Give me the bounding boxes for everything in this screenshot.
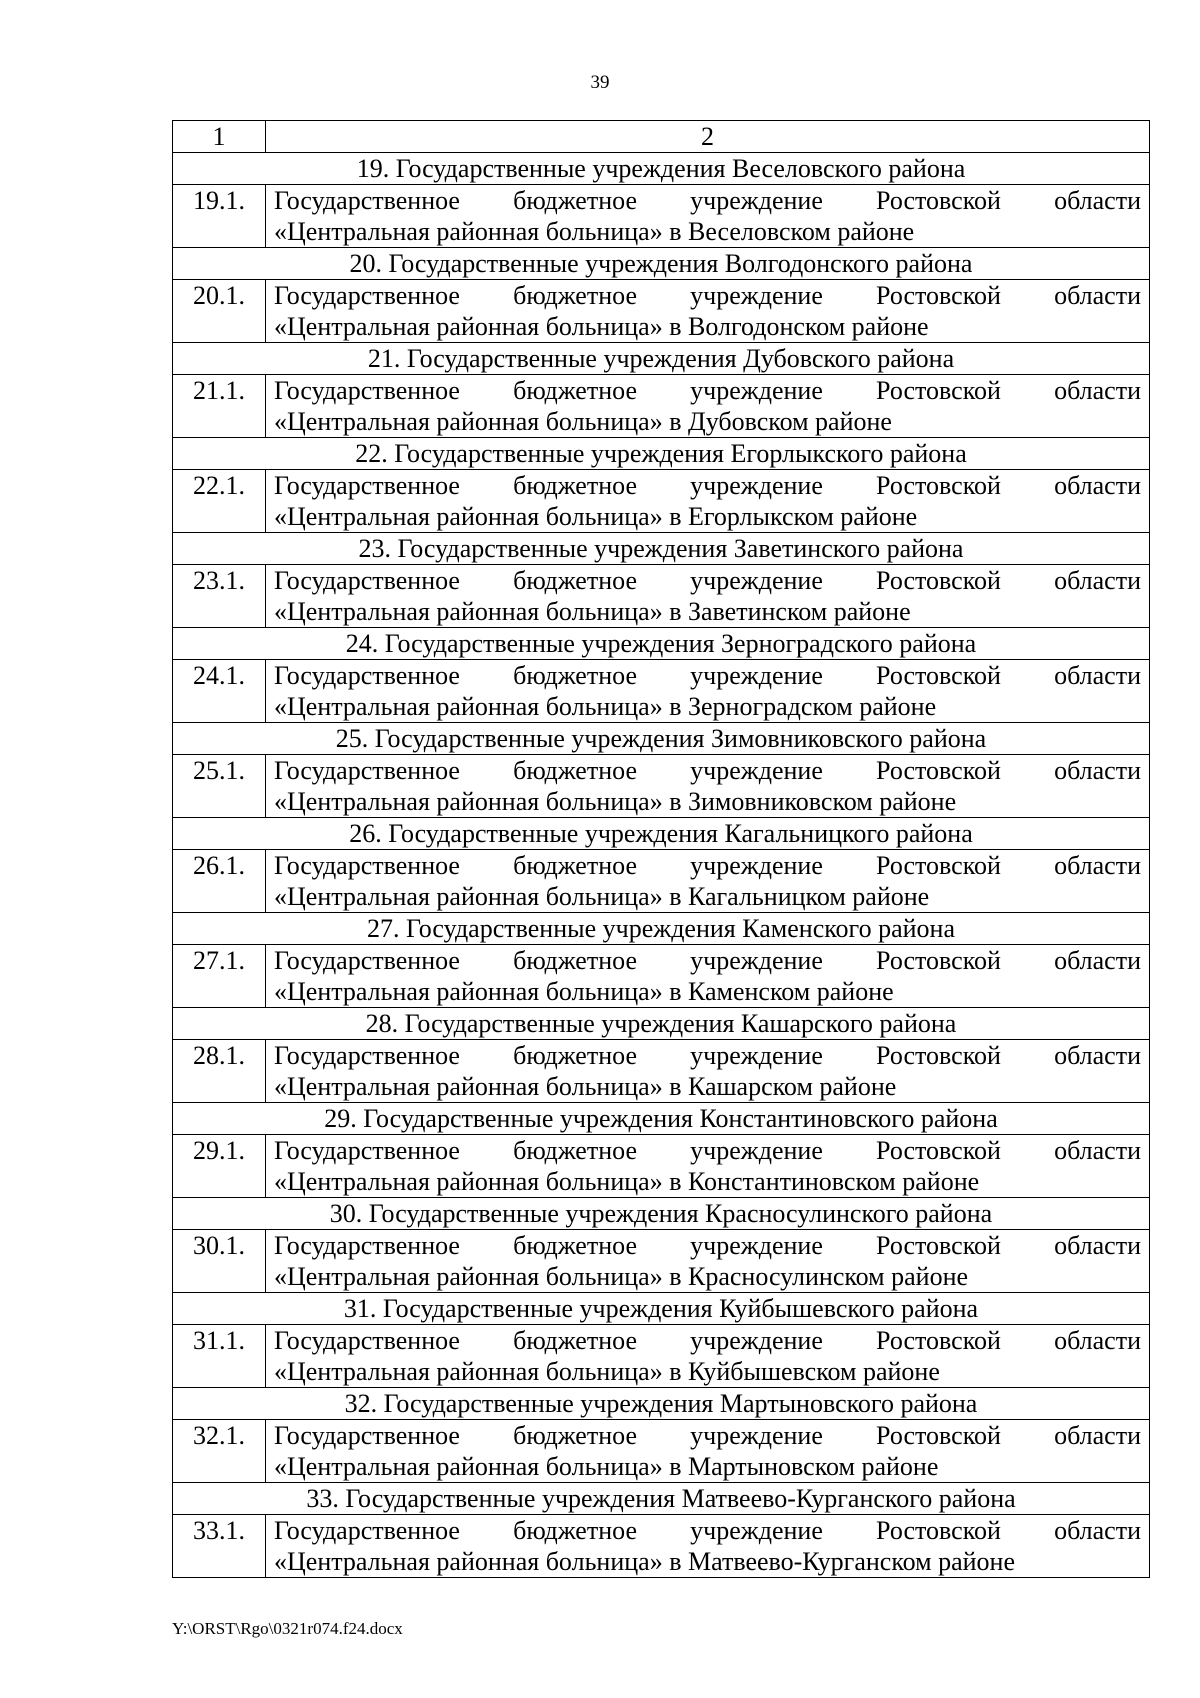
section-heading-row [173, 153, 1150, 185]
section-heading: 26. Государственные учреждения Кагальницкого района [173, 818, 1150, 850]
institution-name [266, 850, 1150, 913]
section-heading-row [173, 1008, 1150, 1040]
institution-name [266, 375, 1150, 438]
institution-name-line-1: Государственное бюджетное учреждение Ростовской области [274, 471, 1141, 500]
section-heading: 32. Государственные учреждения Мартыновского района [173, 1388, 1150, 1420]
item-number: 30.1. [173, 1230, 266, 1293]
institution-name [266, 1515, 1150, 1578]
file-path-footer: Y:\ORST\Rgo\0321r074.f24.docx [172, 1619, 403, 1638]
section-heading: 29. Государственные учреждения Константиновского района [173, 1103, 1150, 1135]
column-header-1: 1 [173, 121, 266, 153]
section-heading: 24. Государственные учреждения Зерноградского района [173, 628, 1150, 660]
item-number: 26.1. [173, 850, 266, 913]
institution-name-line-1: Государственное бюджетное учреждение Ростовской области [274, 376, 1141, 405]
institution-row [173, 1325, 1150, 1388]
item-number: 19.1. [173, 185, 266, 248]
institution-name [266, 660, 1150, 723]
item-number: 28.1. [173, 1040, 266, 1103]
section-heading: 23. Государственные учреждения Заветинского района [173, 533, 1150, 565]
section-heading: 27. Государственные учреждения Каменского района [173, 913, 1150, 945]
section-heading-row [173, 723, 1150, 755]
institution-name-line-2: «Центральная районная больница» в Зимовниковском районе [274, 787, 957, 816]
institution-name-line-2: «Центральная районная больница» в Дубовском районе [274, 407, 892, 436]
institution-name-line-2: «Центральная районная больница» в Константиновском районе [274, 1167, 980, 1196]
section-heading-row [173, 628, 1150, 660]
institution-name-line-1: Государственное бюджетное учреждение Ростовской области [274, 566, 1141, 595]
section-heading: 33. Государственные учреждения Матвеево-Курганского района [173, 1483, 1150, 1515]
item-number: 29.1. [173, 1135, 266, 1198]
institution-row [173, 945, 1150, 1008]
institution-row [173, 1515, 1150, 1578]
institution-row [173, 375, 1150, 438]
table-body [173, 121, 1150, 1578]
institution-name-line-2: «Центральная районная больница» в Заветинском районе [274, 597, 911, 626]
institution-row [173, 850, 1150, 913]
institution-name-line-2: «Центральная районная больница» в Куйбышевском районе [274, 1357, 940, 1386]
institution-name-line-1: Государственное бюджетное учреждение Ростовской области [274, 1421, 1141, 1450]
institution-name [266, 470, 1150, 533]
institution-name-line-1: Государственное бюджетное учреждение Ростовской области [274, 1326, 1141, 1355]
section-heading: 22. Государственные учреждения Егорлыкского района [173, 438, 1150, 470]
institution-name-line-2: «Центральная районная больница» в Кашарском районе [274, 1072, 897, 1101]
institution-row [173, 1420, 1150, 1483]
item-number: 21.1. [173, 375, 266, 438]
item-number: 27.1. [173, 945, 266, 1008]
institution-name-line-1: Государственное бюджетное учреждение Ростовской области [274, 1231, 1141, 1260]
institution-name [266, 1325, 1150, 1388]
item-number: 24.1. [173, 660, 266, 723]
item-number: 25.1. [173, 755, 266, 818]
item-number: 31.1. [173, 1325, 266, 1388]
section-heading: 28. Государственные учреждения Кашарского района [173, 1008, 1150, 1040]
institution-name-line-1: Государственное бюджетное учреждение Ростовской области [274, 186, 1141, 215]
section-heading-row [173, 1293, 1150, 1325]
section-heading: 21. Государственные учреждения Дубовского района [173, 343, 1150, 375]
institution-name-line-2: «Центральная районная больница» в Кагальницком районе [274, 882, 930, 911]
section-heading-row [173, 438, 1150, 470]
institution-name [266, 1135, 1150, 1198]
institution-row [173, 1040, 1150, 1103]
item-number: 23.1. [173, 565, 266, 628]
section-heading: 25. Государственные учреждения Зимовниковского района [173, 723, 1150, 755]
item-number: 20.1. [173, 280, 266, 343]
institution-row [173, 1135, 1150, 1198]
section-heading: 30. Государственные учреждения Красносулинского района [173, 1198, 1150, 1230]
section-heading-row [173, 343, 1150, 375]
section-heading-row [173, 1198, 1150, 1230]
institutions-table [172, 120, 1150, 1578]
institution-name-line-1: Государственное бюджетное учреждение Ростовской области [274, 661, 1141, 690]
institution-name-line-2: «Центральная районная больница» в Егорлыкском районе [274, 502, 918, 531]
institution-row [173, 660, 1150, 723]
institution-name [266, 185, 1150, 248]
institution-name-line-2: «Центральная районная больница» в Каменском районе [274, 977, 894, 1006]
section-heading-row [173, 1483, 1150, 1515]
table-header-row [173, 121, 1150, 153]
institution-name-line-1: Государственное бюджетное учреждение Ростовской области [274, 851, 1141, 880]
institution-name [266, 565, 1150, 628]
page-number: 39 [590, 72, 610, 93]
institution-name-line-1: Государственное бюджетное учреждение Ростовской области [274, 946, 1141, 975]
section-heading: 31. Государственные учреждения Куйбышевского района [173, 1293, 1150, 1325]
institution-name-line-2: «Центральная районная больница» в Волгодонском районе [274, 312, 929, 341]
item-number: 22.1. [173, 470, 266, 533]
section-heading-row [173, 818, 1150, 850]
institution-row [173, 470, 1150, 533]
institution-name [266, 280, 1150, 343]
section-heading-row [173, 1388, 1150, 1420]
section-heading: 20. Государственные учреждения Волгодонского района [173, 248, 1150, 280]
institution-name-line-1: Государственное бюджетное учреждение Ростовской области [274, 1516, 1141, 1545]
section-heading-row [173, 533, 1150, 565]
section-heading-row [173, 1103, 1150, 1135]
institution-name-line-2: «Центральная районная больница» в Красносулинском районе [274, 1262, 969, 1291]
item-number: 33.1. [173, 1515, 266, 1578]
section-heading: 19. Государственные учреждения Веселовского района [173, 153, 1150, 185]
section-heading-row [173, 248, 1150, 280]
section-heading-row [173, 913, 1150, 945]
institution-name-line-2: «Центральная районная больница» в Мартыновском районе [274, 1452, 939, 1481]
institution-name-line-1: Государственное бюджетное учреждение Ростовской области [274, 1041, 1141, 1070]
institution-name [266, 945, 1150, 1008]
item-number: 32.1. [173, 1420, 266, 1483]
institution-name-line-1: Государственное бюджетное учреждение Ростовской области [274, 756, 1141, 785]
institution-row [173, 565, 1150, 628]
institution-row [173, 280, 1150, 343]
column-header-2: 2 [266, 121, 1150, 153]
institution-name [266, 755, 1150, 818]
institution-row [173, 185, 1150, 248]
institution-name-line-2: «Центральная районная больница» в Веселовском районе [274, 217, 915, 246]
institution-name [266, 1040, 1150, 1103]
institution-name-line-1: Государственное бюджетное учреждение Ростовской области [274, 281, 1141, 310]
institution-name-line-2: «Центральная районная больница» в Зерноградском районе [274, 692, 937, 721]
institution-row [173, 1230, 1150, 1293]
institution-name [266, 1230, 1150, 1293]
institution-name [266, 1420, 1150, 1483]
institution-row [173, 755, 1150, 818]
institution-name-line-2: «Центральная районная больница» в Матвеево-Курганском районе [274, 1547, 1016, 1576]
institution-name-line-1: Государственное бюджетное учреждение Ростовской области [274, 1136, 1141, 1165]
